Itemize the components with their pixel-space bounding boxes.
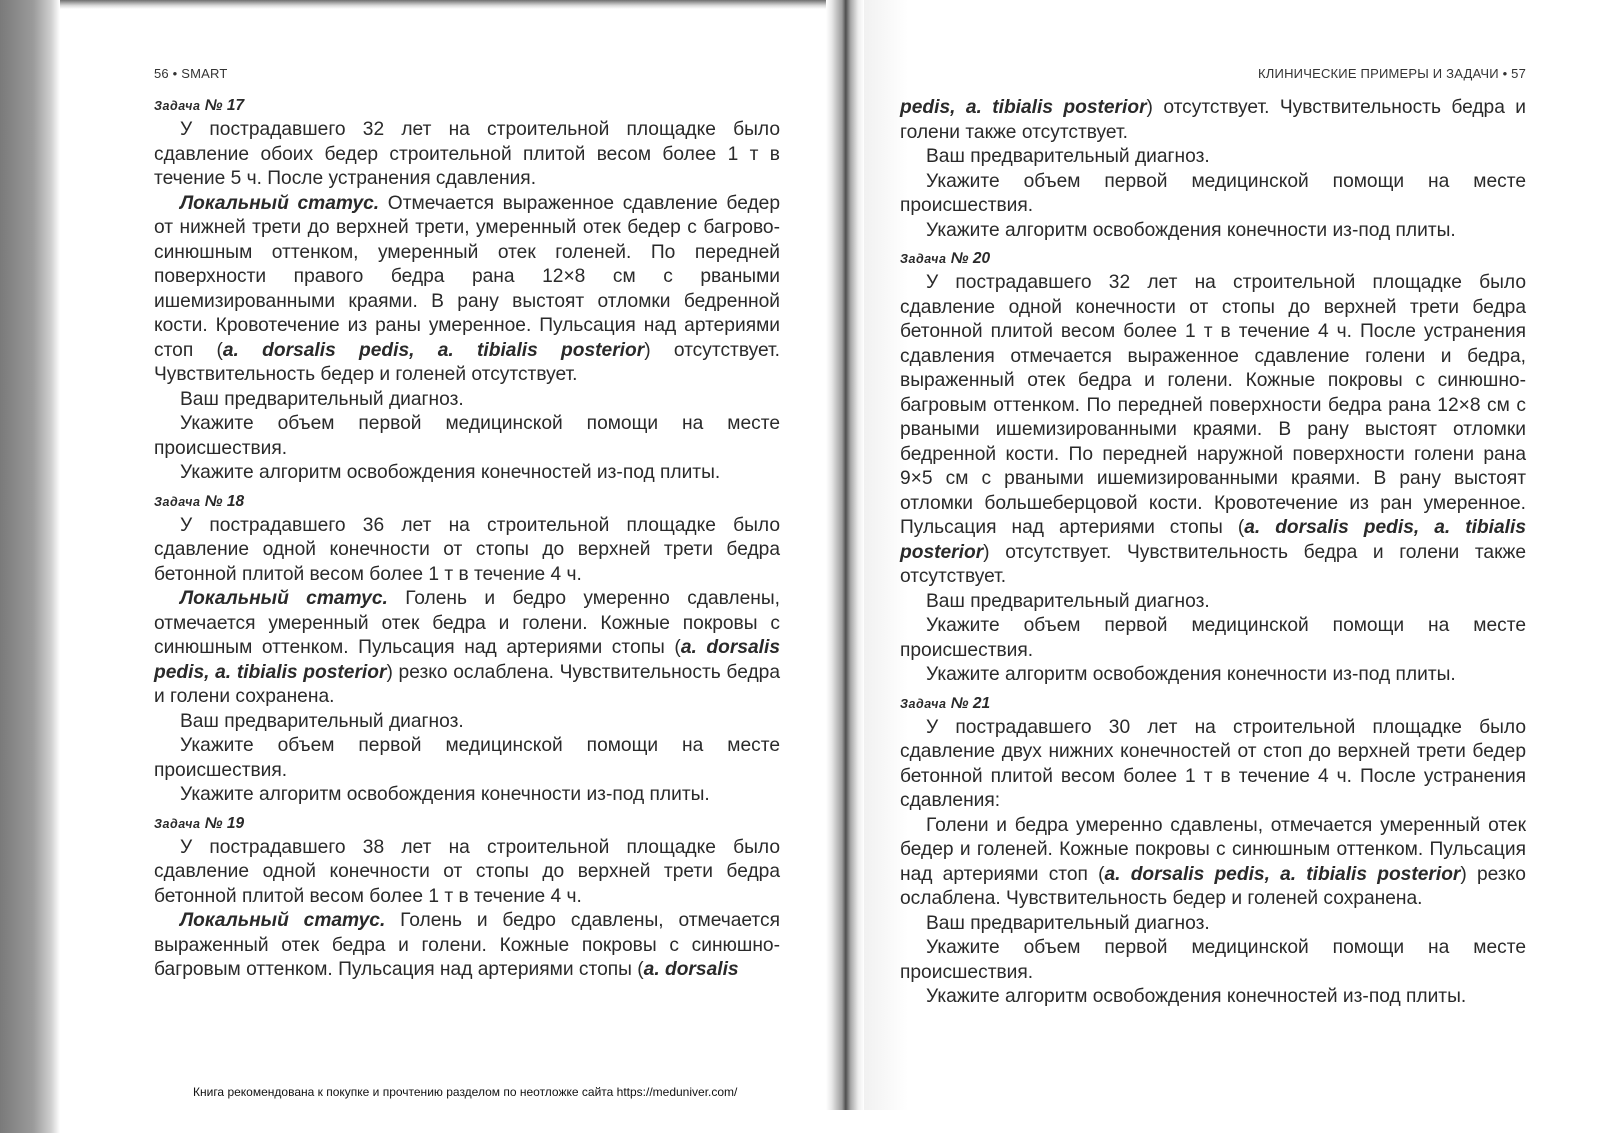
text-run: У пострадавшего 30 лет на строительной площадке было сдавление двух нижних конечностей от стоп до верхней трети бедер бетонной плитой весом более 1 т в течение 4 ч. После устранения сдавления: <box>900 716 1526 811</box>
paragraph <box>154 710 780 735</box>
footer-note: Книга рекомендована к покупке и прочтению разделом по неотложке сайта https://meduniver.com/ <box>193 1085 738 1099</box>
text-run: У пострадавшего 32 лет на строительной площадке было сдавление одной конечности от стопы до верхней трети бедра бетонной плитой весом более 1 т в течение 4 ч. После устранения сдавления отмечается выраженное сдавление голени и бедра, выраженный отек бедра и голени. Кожные покровы с синюшно-багровым оттенком. По передней поверхности бедра рана 12×8 см с рваными ишемизированными краями. В рану выстоят отломки бедренной кости. По передней наружной поверхности голени рана 9×5 см с рваными ишемизированными краями. В рану выстоят отломки большеберцовой кости. Кровотечение из ран умеренное. Пульсация над артериями стопы ( <box>900 272 1526 538</box>
left-page <box>154 0 780 1108</box>
paragraph <box>154 388 780 413</box>
paragraph <box>154 909 780 983</box>
task-title-word: Задача <box>154 494 201 509</box>
paragraph <box>900 96 1526 145</box>
text-run: ) отсутствует. Чувствительность бедер и голеней отсутствует. <box>154 339 780 385</box>
text-run: Голени и бедра умеренно сдавлены, отмечается умеренный отек бедер и голеней. Кожные покровы с синюшным оттенком. Пульсация над артериями стоп ( <box>900 814 1526 885</box>
text-run: Отмечается выраженное сдавление бедер от нижней трети до верхней трети, умеренный отек бедер с багрово-синюшным оттенком, умеренный отек голеней. По передней поверхности правого бедра рана 12×8 см с рваными ишемизированными краями. В рану выстоят отломки бедренной кости. Кровотечение из раны умеренное. Пульсация над артериями стоп ( <box>154 192 780 361</box>
latin-term: pedis, a. tibialis posterior <box>900 97 1147 118</box>
paragraph <box>154 412 780 461</box>
paragraph <box>900 590 1526 615</box>
paragraph <box>900 814 1526 912</box>
text-run: У пострадавшего 32 лет на строительной площадке было сдавление обоих бедер строительной плитой весом более 1 т в течение 5 ч. После устранения сдавления. <box>154 119 780 189</box>
paragraph <box>900 663 1526 688</box>
text-run: Ваш предварительный диагноз. <box>180 710 464 732</box>
book-spine <box>826 0 864 1110</box>
text-run: ) резко ослаблена. Чувствительность бедер и голеней сохранена. <box>900 863 1526 909</box>
latin-term: a. dorsalis pedis, a. tibialis posterior <box>900 517 1526 563</box>
task-title-word: Задача <box>900 696 947 711</box>
text-run: У пострадавшего 36 лет на строительной площадке было сдавление одной конечности от стопы до верхней трети бедра бетонной плитой весом более 1 т в течение 4 ч. <box>154 514 780 585</box>
text-run: У пострадавшего 38 лет на строительной площадке было сдавление одной конечности от стопы до верхней трети бедра бетонной плитой весом более 1 т в течение 4 ч. <box>154 836 780 907</box>
status-label: Локальный статус. <box>180 588 388 609</box>
text-run: Укажите объем первой медицинской помощи на месте происшествия. <box>900 615 1526 661</box>
text-run: ) отсутствует. Чувствительность бедра и голени также отсутствует. <box>900 97 1526 143</box>
right-page-content <box>900 96 1526 1010</box>
paragraph <box>154 836 780 910</box>
paragraph <box>900 170 1526 219</box>
text-run: Укажите объем первой медицинской помощи на месте происшествия. <box>900 170 1526 216</box>
text-run: Укажите алгоритм освобождения конечностей из-под плиты. <box>180 462 721 483</box>
task-number: № 18 <box>204 492 245 510</box>
text-run: Голень и бедро умеренно сдавлены, отмечается умеренный отек бедра и голени. Кожные покровы с синюшным оттенком. Пульсация над артериями стопы ( <box>154 588 780 658</box>
task-title <box>154 492 780 512</box>
text-run: Укажите объем первой медицинской помощи на месте происшествия. <box>900 937 1526 983</box>
task-title <box>154 814 780 834</box>
latin-term: a. dorsalis <box>643 959 739 980</box>
text-run: Укажите алгоритм освобождения конечности из-под плиты. <box>926 664 1456 685</box>
paragraph <box>154 461 780 486</box>
latin-term: a. dorsalis pedis, a. tibialis posterior <box>222 339 645 361</box>
right-page-header: КЛИНИЧЕСКИЕ ПРИМЕРЫ И ЗАДАЧИ • 57 <box>1258 66 1526 81</box>
paragraph <box>154 118 780 192</box>
latin-term: a. dorsalis pedis, a. tibialis posterior <box>1104 863 1461 885</box>
paragraph <box>900 936 1526 985</box>
paragraph <box>900 912 1526 937</box>
task-number: № 21 <box>950 694 991 712</box>
paragraph <box>154 192 780 388</box>
text-run: Укажите алгоритм освобождения конечности из-под плиты. <box>180 784 710 805</box>
scan-shadow-left <box>0 0 60 1133</box>
latin-term: a. dorsalis pedis, a. tibialis posterior <box>154 637 780 683</box>
paragraph <box>900 985 1526 1010</box>
task-title-word: Задача <box>154 816 201 831</box>
text-run: Укажите объем первой медицинской помощи на месте происшествия. <box>154 735 780 781</box>
paragraph <box>900 271 1526 590</box>
paragraph <box>154 783 780 808</box>
status-label: Локальный статус. <box>180 910 386 931</box>
paragraph <box>154 514 780 588</box>
paragraph <box>900 614 1526 663</box>
text-run: Голень и бедро сдавлены, отмечается выраженный отек бедра и голени. Кожные покровы с синюшно-багровым оттенком. Пульсация над артериями стопы ( <box>154 910 780 980</box>
text-run: ) отсутствует. Чувствительность бедра и голени также отсутствует. <box>900 541 1526 587</box>
left-page-content <box>154 96 780 983</box>
right-page <box>900 0 1526 1108</box>
text-run: Ваш предварительный диагноз. <box>926 590 1210 612</box>
paragraph <box>900 145 1526 170</box>
text-run: Ваш предварительный диагноз. <box>180 388 464 410</box>
task-title <box>900 249 1526 269</box>
status-label: Локальный статус. <box>180 192 380 214</box>
paragraph <box>154 587 780 710</box>
text-run: Укажите объем первой медицинской помощи на месте происшествия. <box>154 413 780 459</box>
text-run: Укажите алгоритм освобождения конечности из-под плиты. <box>926 219 1456 241</box>
text-run: Ваш предварительный диагноз. <box>926 146 1210 167</box>
task-title <box>900 694 1526 714</box>
paragraph <box>900 716 1526 814</box>
left-page-header: 56 • SMART <box>154 66 228 81</box>
task-title-word: Задача <box>154 99 201 113</box>
task-title-word: Задача <box>900 252 947 266</box>
task-number: № 20 <box>950 250 991 267</box>
task-number: № 17 <box>204 97 245 114</box>
text-run: Укажите алгоритм освобождения конечностей из-под плиты. <box>926 986 1467 1007</box>
text-run: ) резко ослаблена. Чувствительность бедра и голени сохранена. <box>154 661 780 707</box>
paragraph <box>900 219 1526 244</box>
task-number: № 19 <box>204 814 245 832</box>
paragraph <box>154 734 780 783</box>
text-run: Ваш предварительный диагноз. <box>926 912 1210 934</box>
task-title <box>154 96 780 116</box>
